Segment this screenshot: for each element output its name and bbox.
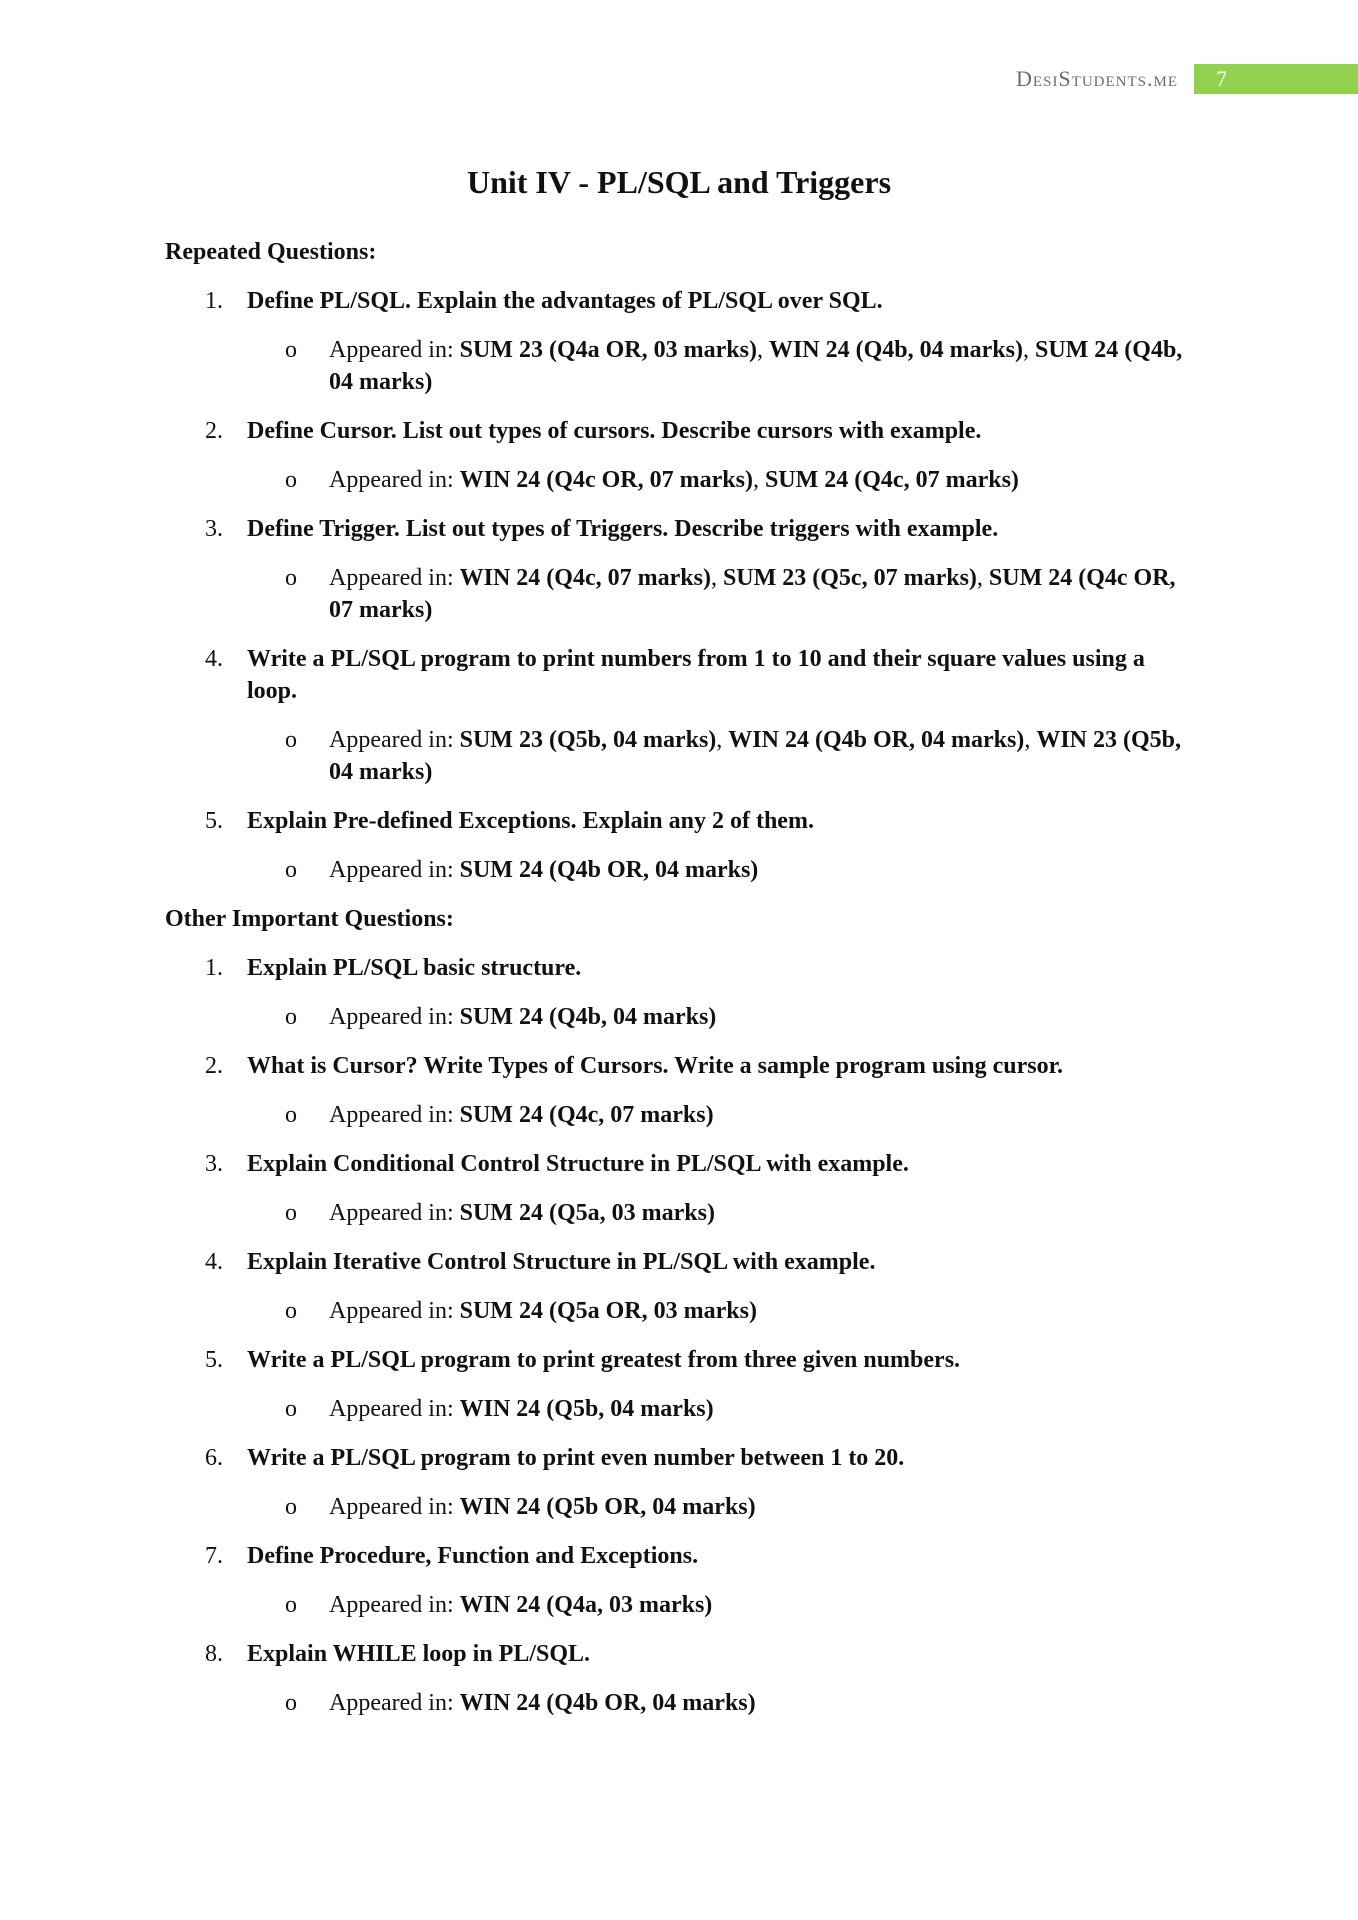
appeared-label: Appeared in:: [329, 1004, 460, 1030]
exam-reference: WIN 23 (Q5b, 04 marks): [329, 727, 1181, 785]
exam-reference: SUM 24 (Q4b OR, 04 marks): [459, 857, 759, 883]
question-item: [165, 285, 1200, 317]
bullet-icon: o: [285, 565, 297, 591]
question-text: Define Trigger. List out types of Triggers. Describe triggers with example.: [247, 516, 999, 542]
bullet-icon: o: [285, 467, 297, 493]
question-number: 1.: [205, 955, 223, 981]
other-questions-heading: Other Important Questions:: [165, 906, 454, 932]
question-item: [165, 1246, 1200, 1278]
bullet-icon: o: [285, 1592, 297, 1618]
question-number: 1.: [205, 288, 223, 314]
appeared-label: Appeared in:: [329, 337, 460, 363]
bullet-icon: o: [285, 1494, 297, 1520]
exam-reference: WIN 24 (Q4b OR, 04 marks): [459, 1690, 756, 1716]
appeared-in-line: [165, 1589, 1200, 1621]
exam-reference: SUM 24 (Q4c OR, 07 marks): [329, 565, 1176, 623]
appeared-in-line: [165, 1393, 1200, 1425]
appeared-in-line: [165, 854, 1200, 886]
bullet-icon: o: [285, 1690, 297, 1716]
appeared-in-line: [165, 1491, 1200, 1523]
bullet-icon: o: [285, 1102, 297, 1128]
question-text: Explain Pre-defined Exceptions. Explain any 2 of them.: [247, 808, 814, 834]
appeared-in-line: [165, 1001, 1200, 1033]
question-number: 2.: [205, 418, 223, 444]
question-item: [165, 952, 1200, 984]
question-content: [165, 236, 1200, 1736]
question-text: Write a PL/SQL program to print even number between 1 to 20.: [247, 1445, 905, 1471]
question-text: Define Procedure, Function and Exceptions.: [247, 1543, 699, 1569]
bullet-icon: o: [285, 1396, 297, 1422]
question-text: Define Cursor. List out types of cursors. Describe cursors with example.: [247, 418, 982, 444]
exam-reference: SUM 23 (Q4a OR, 03 marks): [459, 337, 757, 363]
question-item: [165, 1050, 1200, 1082]
appeared-label: Appeared in:: [329, 727, 460, 753]
question-number: 4.: [205, 646, 223, 672]
appeared-in-line: [165, 1099, 1200, 1131]
exam-reference: WIN 24 (Q4c OR, 07 marks): [459, 467, 753, 493]
exam-reference: WIN 24 (Q5b, 04 marks): [459, 1396, 714, 1422]
appeared-label: Appeared in:: [329, 1298, 460, 1324]
appeared-in-line: o Appeared in: WIN 24 (Q4c OR, 07 marks), SUM 24 (Q4c, 07 marks): [165, 464, 1200, 496]
exam-reference: SUM 24 (Q5a, 03 marks): [459, 1200, 715, 1226]
appeared-label: Appeared in:: [329, 1396, 460, 1422]
question-text: What is Cursor? Write Types of Cursors. Write a sample program using cursor.: [247, 1053, 1064, 1079]
appeared-label: Appeared in:: [329, 1200, 460, 1226]
appeared-label: Appeared in:: [329, 857, 460, 883]
question-number: 6.: [205, 1445, 223, 1471]
page-header: [1016, 64, 1358, 94]
question-number: 4.: [205, 1249, 223, 1275]
appeared-label: Appeared in:: [329, 467, 460, 493]
question-text: Explain Iterative Control Structure in PL/SQL with example.: [247, 1249, 876, 1275]
question-number: 2.: [205, 1053, 223, 1079]
exam-reference: SUM 24 (Q4b, 04 marks): [329, 337, 1183, 395]
bullet-icon: o: [285, 1298, 297, 1324]
exam-reference: WIN 24 (Q4a, 03 marks): [459, 1592, 713, 1618]
appeared-label: Appeared in:: [329, 1690, 460, 1716]
appeared-in-line: o Appeared in: WIN 24 (Q4c, 07 marks), SUM 23 (Q5c, 07 marks), SUM 24 (Q4c OR, 07 marks): [165, 562, 1200, 626]
question-text: Write a PL/SQL program to print greatest from three given numbers.: [247, 1347, 961, 1373]
appeared-in-line: [165, 1197, 1200, 1229]
exam-reference: SUM 24 (Q4b, 04 marks): [459, 1004, 717, 1030]
question-item: [165, 513, 1200, 545]
appeared-label: Appeared in:: [329, 1102, 460, 1128]
exam-reference: WIN 24 (Q5b OR, 04 marks): [459, 1494, 756, 1520]
question-item: [165, 1442, 1200, 1474]
question-number: 3.: [205, 1151, 223, 1177]
question-item: [165, 643, 1200, 707]
question-item: [165, 1148, 1200, 1180]
other-questions-list: [165, 952, 1200, 1719]
question-item: [165, 1344, 1200, 1376]
question-number: 5.: [205, 808, 223, 834]
bullet-icon: o: [285, 857, 297, 883]
page-title: Unit IV - PL/SQL and Triggers: [466, 164, 892, 200]
exam-reference: SUM 23 (Q5b, 04 marks): [459, 727, 717, 753]
question-item: [165, 805, 1200, 837]
repeated-questions-heading: Repeated Questions:: [165, 239, 377, 265]
bullet-icon: o: [285, 337, 297, 363]
appeared-label: Appeared in:: [329, 1494, 460, 1520]
question-text: Explain PL/SQL basic structure.: [247, 955, 582, 981]
question-number: 5.: [205, 1347, 223, 1373]
bullet-icon: o: [285, 1200, 297, 1226]
appeared-in-line: o Appeared in: SUM 23 (Q4a OR, 03 marks), WIN 24 (Q4b, 04 marks), SUM 24 (Q4b, 04 marks): [165, 334, 1200, 398]
question-item: [165, 1638, 1200, 1670]
exam-reference: SUM 24 (Q5a OR, 03 marks): [459, 1298, 757, 1324]
appeared-in-line: o Appeared in: SUM 23 (Q5b, 04 marks), WIN 24 (Q4b OR, 04 marks), WIN 23 (Q5b, 04 marks): [165, 724, 1200, 788]
question-text: Write a PL/SQL program to print numbers from 1 to 10 and their square values using a loop.: [247, 646, 1145, 704]
page-number: 7: [1194, 64, 1358, 94]
question-number: 8.: [205, 1641, 223, 1667]
exam-reference: WIN 24 (Q4b, 04 marks): [768, 337, 1023, 363]
site-name: DesiStudents.me: [1016, 66, 1178, 91]
exam-reference: SUM 24 (Q4c, 07 marks): [764, 467, 1019, 493]
question-item: [165, 1540, 1200, 1572]
appeared-label: Appeared in:: [329, 1592, 460, 1618]
bullet-icon: o: [285, 727, 297, 753]
question-item: [165, 415, 1200, 447]
appeared-label: Appeared in:: [329, 565, 460, 591]
question-number: 3.: [205, 516, 223, 542]
appeared-in-line: [165, 1295, 1200, 1327]
exam-reference: WIN 24 (Q4c, 07 marks): [459, 565, 711, 591]
question-text: Explain WHILE loop in PL/SQL.: [247, 1641, 591, 1667]
repeated-questions-list: [165, 285, 1200, 886]
question-text: Define PL/SQL. Explain the advantages of PL/SQL over SQL.: [247, 288, 883, 314]
bullet-icon: o: [285, 1004, 297, 1030]
exam-reference: SUM 24 (Q4c, 07 marks): [459, 1102, 714, 1128]
exam-reference: SUM 23 (Q5c, 07 marks): [722, 565, 977, 591]
question-text: Explain Conditional Control Structure in PL/SQL with example.: [247, 1151, 909, 1177]
exam-reference: WIN 24 (Q4b OR, 04 marks): [728, 727, 1025, 753]
question-number: 7.: [205, 1543, 223, 1569]
appeared-in-line: [165, 1687, 1200, 1719]
